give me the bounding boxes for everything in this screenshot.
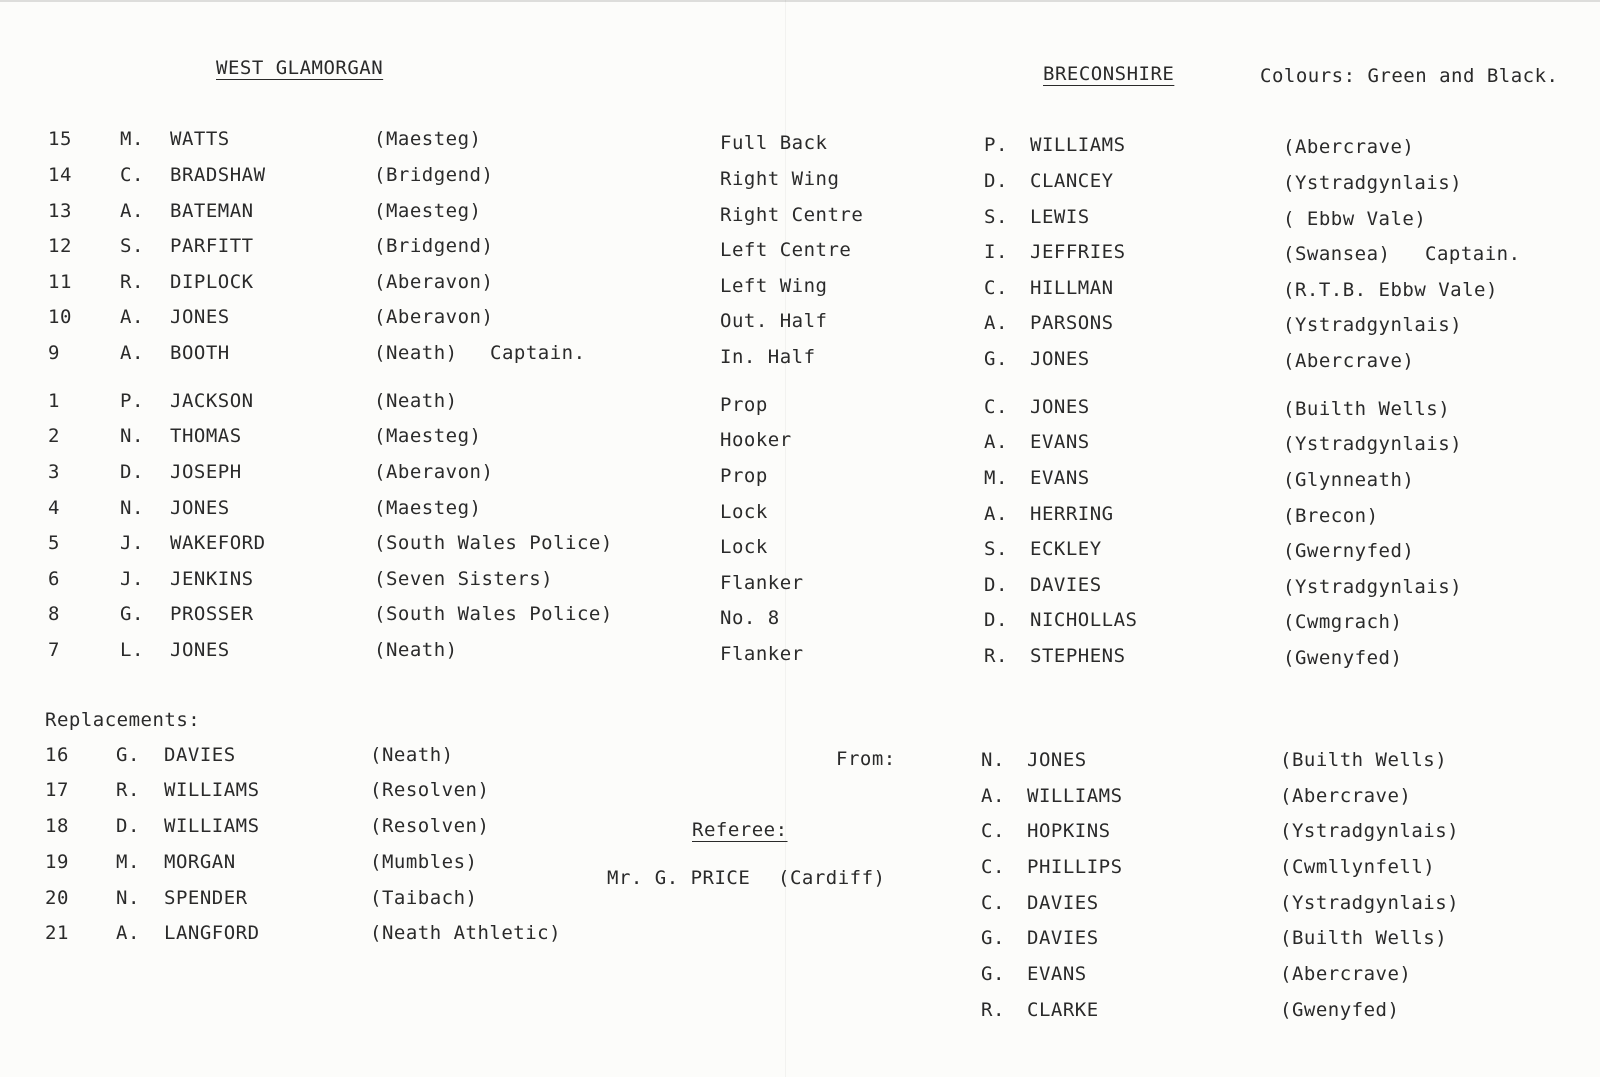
left-player-name: JONES	[170, 639, 230, 661]
right-replacement-initial: N.	[981, 749, 1005, 771]
left-player-club: (Maesteg)	[374, 200, 482, 222]
position-label: Flanker	[720, 572, 804, 594]
right-player-name: HILLMAN	[1030, 277, 1114, 299]
left-player-club: (Aberavon)	[374, 306, 494, 328]
right-player-club: (Brecon)	[1283, 505, 1379, 527]
referee-label: Referee:	[692, 819, 788, 841]
left-player-number: 13	[48, 200, 72, 222]
left-player-captain-note: Captain.	[490, 342, 586, 364]
replacement-name: WILLIAMS	[164, 815, 260, 837]
right-player-initial: A.	[984, 503, 1008, 525]
left-player-initial: D.	[120, 461, 144, 483]
left-player-name: DIPLOCK	[170, 271, 254, 293]
position-label: In. Half	[720, 346, 816, 368]
right-player-club: (Ystradgynlais)	[1283, 314, 1463, 336]
position-label: Full Back	[720, 132, 828, 154]
right-player-initial: S.	[984, 538, 1008, 560]
position-label: Right Wing	[720, 168, 840, 190]
left-player-initial: G.	[120, 603, 144, 625]
right-player-initial: M.	[984, 467, 1008, 489]
left-player-club: (Maesteg)	[374, 497, 482, 519]
replacement-number: 20	[45, 887, 69, 909]
replacement-name: MORGAN	[164, 851, 236, 873]
replacement-club: (Neath)	[370, 744, 454, 766]
right-replacement-initial: G.	[981, 927, 1005, 949]
right-player-name: ECKLEY	[1030, 538, 1102, 560]
replacement-club: (Resolven)	[370, 779, 490, 801]
left-player-name: BATEMAN	[170, 200, 254, 222]
replacement-club: (Mumbles)	[370, 851, 478, 873]
replacement-initial: N.	[116, 887, 140, 909]
page-top-edge	[0, 0, 1600, 2]
right-replacement-club: (Gwenyfed)	[1280, 999, 1400, 1021]
replacement-name: LANGFORD	[164, 922, 260, 944]
left-player-initial: R.	[120, 271, 144, 293]
position-label: Lock	[720, 501, 768, 523]
left-player-club: (Neath)	[374, 390, 458, 412]
replacement-club: (Taibach)	[370, 887, 478, 909]
right-player-club: (Glynneath)	[1283, 469, 1415, 491]
left-player-number: 10	[48, 306, 72, 328]
right-player-captain-note: Captain.	[1425, 243, 1521, 265]
left-player-initial: S.	[120, 235, 144, 257]
replacement-initial: D.	[116, 815, 140, 837]
referee-name: Mr. G. PRICE	[607, 867, 751, 889]
right-player-name: CLANCEY	[1030, 170, 1114, 192]
left-player-name: JOSEPH	[170, 461, 242, 483]
right-player-club: (Ystradgynlais)	[1283, 576, 1463, 598]
right-replacement-initial: C.	[981, 892, 1005, 914]
replacement-name: WILLIAMS	[164, 779, 260, 801]
right-player-club: (Ystradgynlais)	[1283, 433, 1463, 455]
right-player-name: JONES	[1030, 348, 1090, 370]
left-player-name: PROSSER	[170, 603, 254, 625]
left-player-club: (Seven Sisters)	[374, 568, 554, 590]
left-player-number: 7	[48, 639, 60, 661]
right-player-club: (Gwernyfed)	[1283, 540, 1415, 562]
left-player-number: 15	[48, 128, 72, 150]
left-player-initial: A.	[120, 200, 144, 222]
right-replacement-club: (Abercrave)	[1280, 963, 1412, 985]
left-player-club: (Aberavon)	[374, 461, 494, 483]
left-player-number: 12	[48, 235, 72, 257]
left-player-initial: J.	[120, 532, 144, 554]
left-player-initial: N.	[120, 497, 144, 519]
right-replacement-name: DAVIES	[1027, 927, 1099, 949]
right-player-initial: S.	[984, 206, 1008, 228]
right-team-colours: Colours: Green and Black.	[1260, 65, 1559, 87]
right-player-club: (R.T.B. Ebbw Vale)	[1283, 279, 1498, 301]
left-team-heading: WEST GLAMORGAN	[216, 57, 384, 79]
right-player-name: JONES	[1030, 396, 1090, 418]
replacements-label: Replacements:	[45, 709, 201, 731]
right-player-name: JEFFRIES	[1030, 241, 1126, 263]
right-player-club: (Swansea)	[1283, 243, 1391, 265]
right-replacement-name: HOPKINS	[1027, 820, 1111, 842]
left-player-initial: J.	[120, 568, 144, 590]
right-player-initial: R.	[984, 645, 1008, 667]
left-player-initial: C.	[120, 164, 144, 186]
left-player-name: WATTS	[170, 128, 230, 150]
left-player-number: 9	[48, 342, 60, 364]
right-replacement-name: WILLIAMS	[1027, 785, 1123, 807]
right-player-name: EVANS	[1030, 467, 1090, 489]
position-label: Right Centre	[720, 204, 864, 226]
from-label: From:	[836, 748, 896, 770]
right-player-initial: P.	[984, 134, 1008, 156]
position-label: Hooker	[720, 429, 792, 451]
left-player-number: 4	[48, 497, 60, 519]
left-player-club: (Bridgend)	[374, 235, 494, 257]
left-player-club: (South Wales Police)	[374, 603, 613, 625]
right-player-club: (Gwenyfed)	[1283, 647, 1403, 669]
right-replacement-club: (Ystradgynlais)	[1280, 820, 1460, 842]
left-player-number: 6	[48, 568, 60, 590]
right-player-club: ( Ebbw Vale)	[1283, 208, 1427, 230]
position-label: No. 8	[720, 607, 780, 629]
left-player-name: THOMAS	[170, 425, 242, 447]
left-player-name: JENKINS	[170, 568, 254, 590]
replacement-number: 19	[45, 851, 69, 873]
right-player-name: NICHOLLAS	[1030, 609, 1138, 631]
left-player-name: WAKEFORD	[170, 532, 266, 554]
right-player-initial: A.	[984, 312, 1008, 334]
left-player-number: 5	[48, 532, 60, 554]
replacement-name: DAVIES	[164, 744, 236, 766]
position-label: Prop	[720, 394, 768, 416]
replacement-initial: R.	[116, 779, 140, 801]
right-replacement-club: (Builth Wells)	[1280, 927, 1448, 949]
replacement-initial: M.	[116, 851, 140, 873]
right-player-initial: I.	[984, 241, 1008, 263]
left-player-number: 2	[48, 425, 60, 447]
right-player-initial: D.	[984, 170, 1008, 192]
left-player-club: (Maesteg)	[374, 425, 482, 447]
replacement-initial: A.	[116, 922, 140, 944]
position-label: Flanker	[720, 643, 804, 665]
left-player-initial: P.	[120, 390, 144, 412]
right-player-club: (Abercrave)	[1283, 350, 1415, 372]
right-replacement-name: EVANS	[1027, 963, 1087, 985]
right-player-initial: D.	[984, 574, 1008, 596]
right-player-club: (Ystradgynlais)	[1283, 172, 1463, 194]
right-player-name: DAVIES	[1030, 574, 1102, 596]
right-replacement-initial: C.	[981, 820, 1005, 842]
referee-club: (Cardiff)	[778, 867, 886, 889]
right-player-name: STEPHENS	[1030, 645, 1126, 667]
right-replacement-club: (Abercrave)	[1280, 785, 1412, 807]
left-player-initial: A.	[120, 342, 144, 364]
right-player-initial: D.	[984, 609, 1008, 631]
left-player-name: JACKSON	[170, 390, 254, 412]
left-player-club: (Bridgend)	[374, 164, 494, 186]
right-player-club: (Builth Wells)	[1283, 398, 1451, 420]
position-label: Prop	[720, 465, 768, 487]
right-player-club: (Abercrave)	[1283, 136, 1415, 158]
position-label: Left Centre	[720, 239, 852, 261]
left-player-name: JONES	[170, 497, 230, 519]
right-player-initial: A.	[984, 431, 1008, 453]
right-replacement-club: (Builth Wells)	[1280, 749, 1448, 771]
right-player-initial: C.	[984, 396, 1008, 418]
right-replacement-initial: C.	[981, 856, 1005, 878]
left-player-name: JONES	[170, 306, 230, 328]
right-player-name: LEWIS	[1030, 206, 1090, 228]
replacement-number: 17	[45, 779, 69, 801]
right-player-club: (Cwmgrach)	[1283, 611, 1403, 633]
left-player-club: (Neath)	[374, 342, 458, 364]
left-player-number: 3	[48, 461, 60, 483]
right-replacement-initial: A.	[981, 785, 1005, 807]
replacement-number: 16	[45, 744, 69, 766]
right-replacement-name: DAVIES	[1027, 892, 1099, 914]
replacement-initial: G.	[116, 744, 140, 766]
right-player-name: WILLIAMS	[1030, 134, 1126, 156]
position-label: Out. Half	[720, 310, 828, 332]
left-player-initial: L.	[120, 639, 144, 661]
left-player-initial: M.	[120, 128, 144, 150]
replacement-number: 21	[45, 922, 69, 944]
left-player-name: PARFITT	[170, 235, 254, 257]
left-player-number: 1	[48, 390, 60, 412]
right-replacement-club: (Cwmllynfell)	[1280, 856, 1436, 878]
right-player-name: EVANS	[1030, 431, 1090, 453]
right-replacement-club: (Ystradgynlais)	[1280, 892, 1460, 914]
left-player-name: BRADSHAW	[170, 164, 266, 186]
right-team-heading: BRECONSHIRE	[1043, 63, 1175, 85]
left-player-number: 14	[48, 164, 72, 186]
right-player-name: PARSONS	[1030, 312, 1114, 334]
replacement-name: SPENDER	[164, 887, 248, 909]
left-player-club: (Maesteg)	[374, 128, 482, 150]
left-player-club: (South Wales Police)	[374, 532, 613, 554]
replacement-club: (Resolven)	[370, 815, 490, 837]
right-replacement-initial: G.	[981, 963, 1005, 985]
right-replacement-name: JONES	[1027, 749, 1087, 771]
paper-fold-line	[785, 0, 786, 1077]
right-replacement-name: PHILLIPS	[1027, 856, 1123, 878]
left-player-name: BOOTH	[170, 342, 230, 364]
left-player-club: (Aberavon)	[374, 271, 494, 293]
replacement-number: 18	[45, 815, 69, 837]
replacement-club: (Neath Athletic)	[370, 922, 562, 944]
right-player-initial: C.	[984, 277, 1008, 299]
left-player-number: 11	[48, 271, 72, 293]
right-player-initial: G.	[984, 348, 1008, 370]
left-player-initial: N.	[120, 425, 144, 447]
left-player-initial: A.	[120, 306, 144, 328]
right-replacement-name: CLARKE	[1027, 999, 1099, 1021]
right-replacement-initial: R.	[981, 999, 1005, 1021]
right-player-name: HERRING	[1030, 503, 1114, 525]
position-label: Left Wing	[720, 275, 828, 297]
position-label: Lock	[720, 536, 768, 558]
left-player-number: 8	[48, 603, 60, 625]
left-player-club: (Neath)	[374, 639, 458, 661]
